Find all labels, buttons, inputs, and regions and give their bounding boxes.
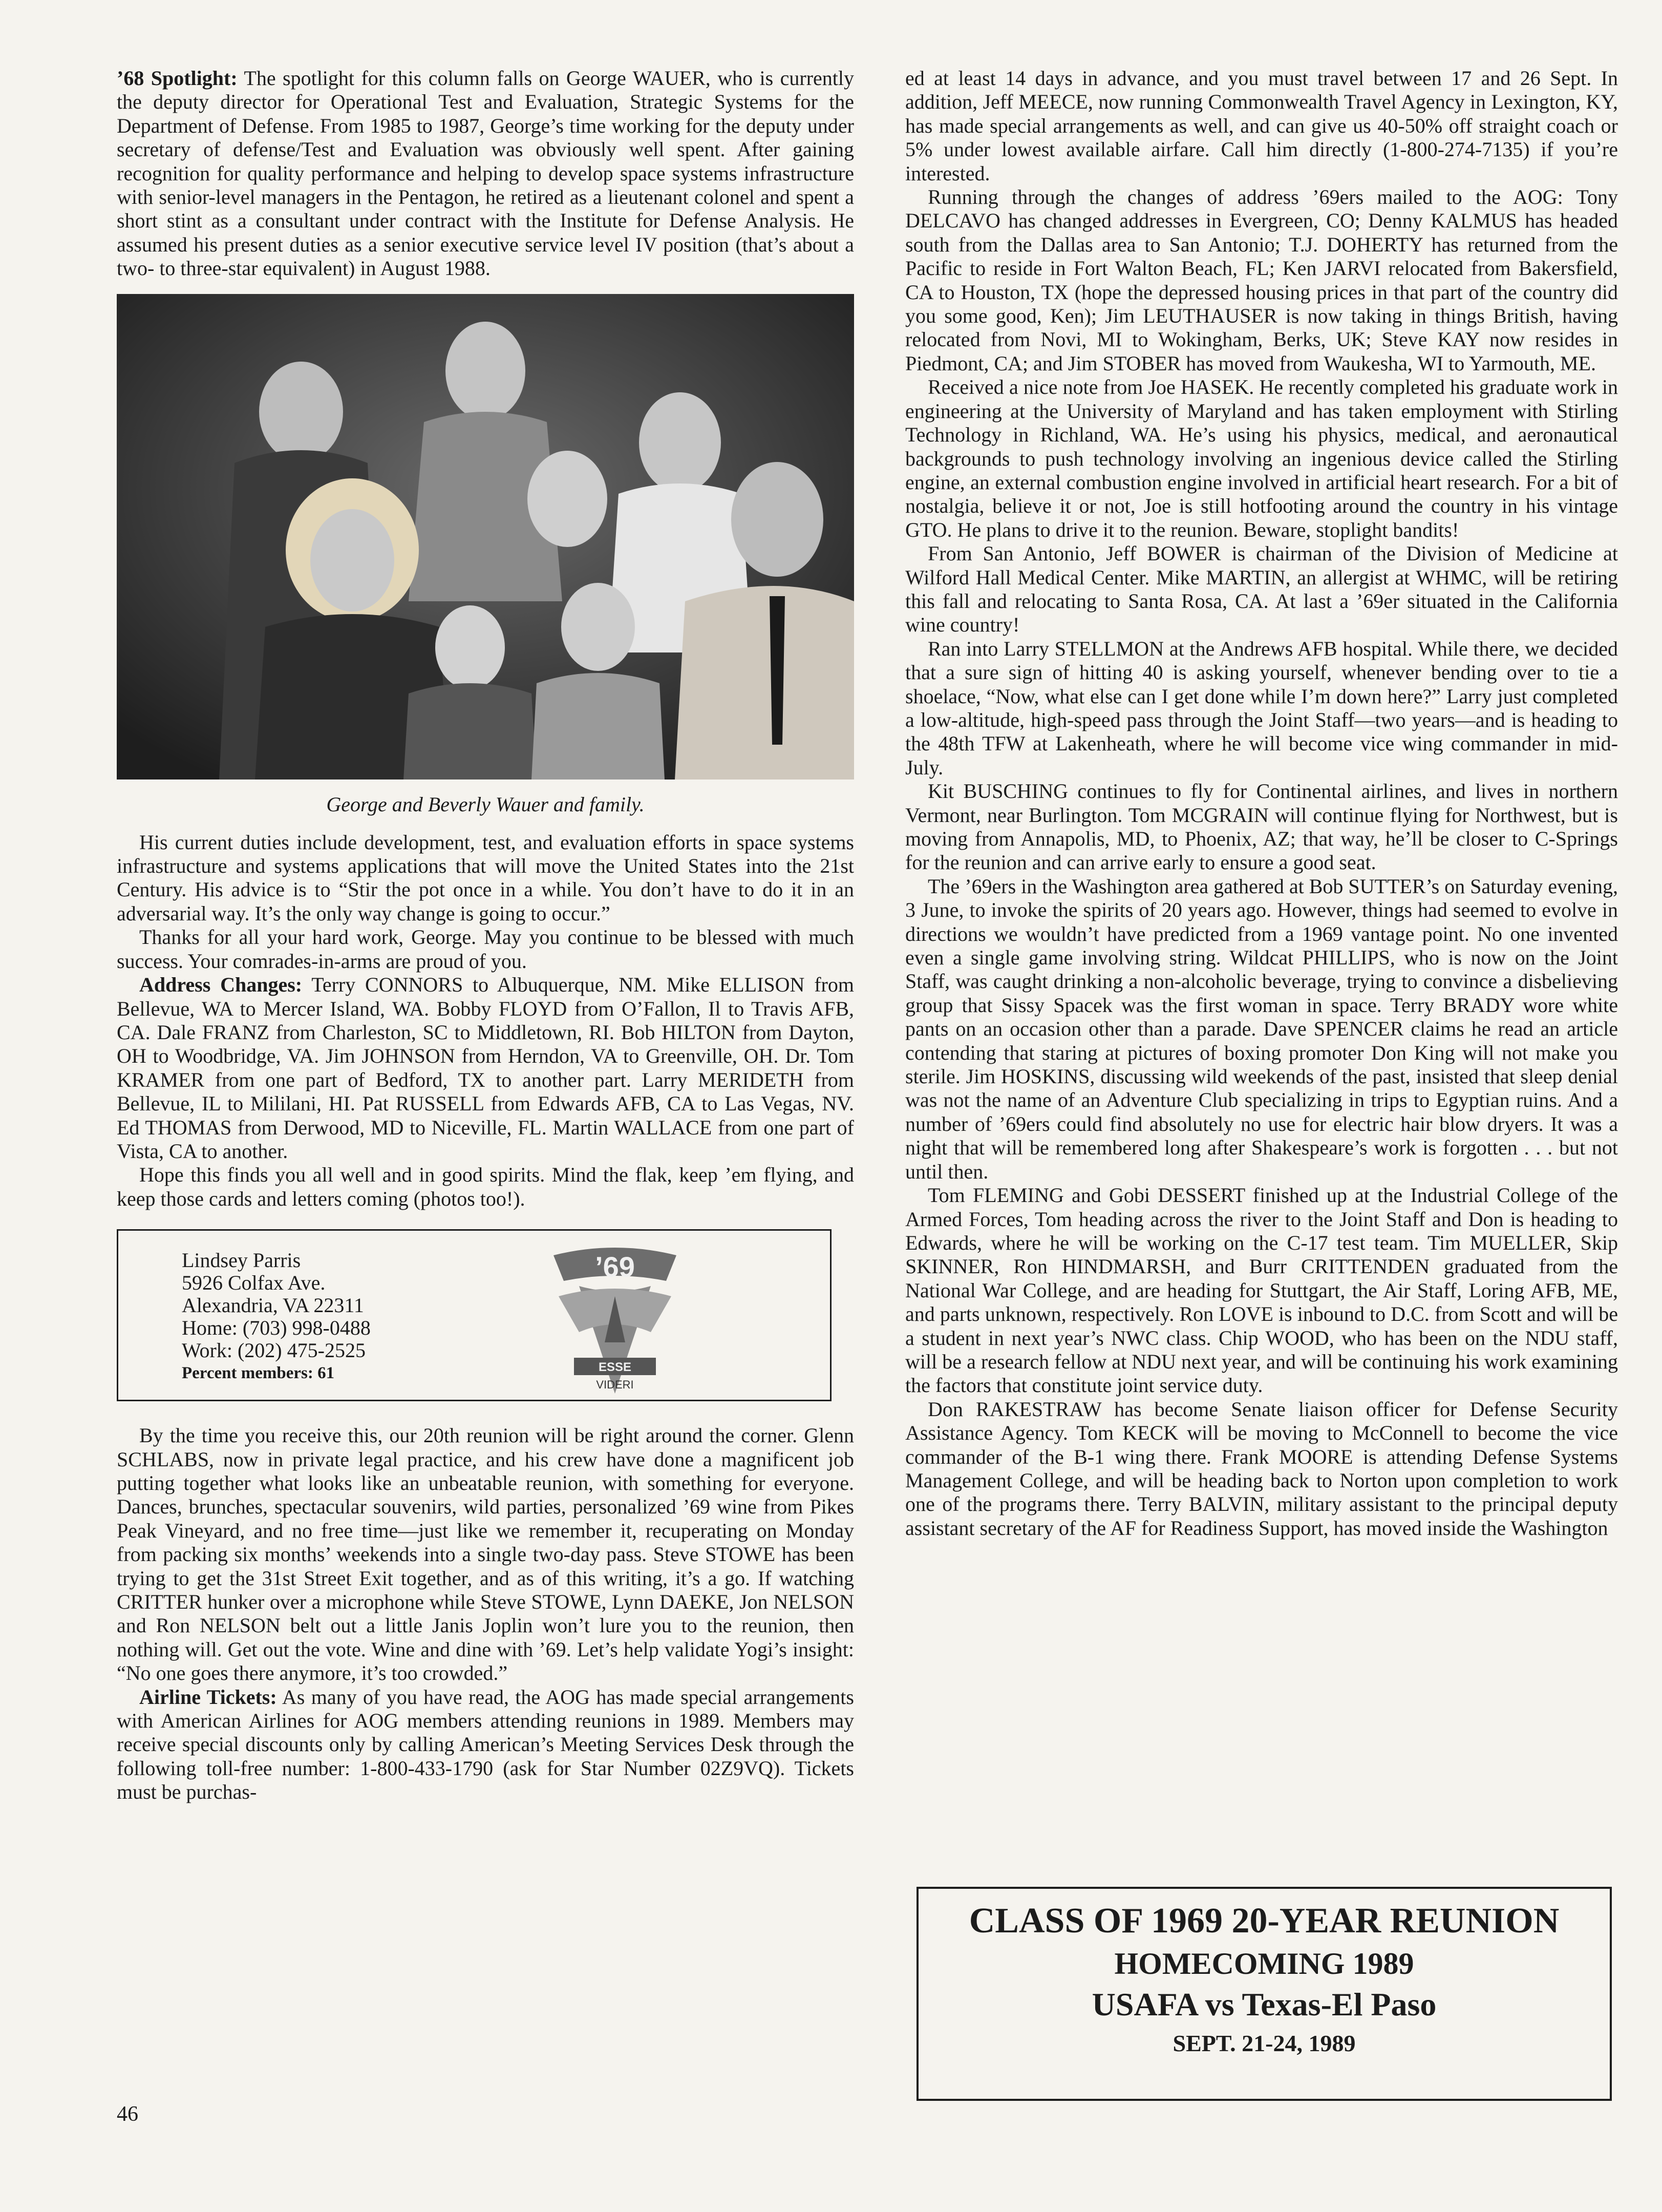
san-antonio-paragraph: From San Antonio, Jeff BOWER is chairman of the Division of Medicine at Wilford Hall Medical Center. Mike MARTIN, an allergist at WHMC, will be retiring this fall and relocating to Santa Rosa, CA. At last a ’69er situated in the California wine country! xyxy=(905,542,1618,637)
contact-address xyxy=(182,1249,371,1384)
spotlight-paragraph xyxy=(117,67,854,281)
family-photo-image xyxy=(117,294,854,780)
contact-name: Lindsey Parris xyxy=(182,1249,301,1272)
crest-motto-2: VIDERI xyxy=(596,1378,634,1392)
thanks-paragraph: Thanks for all your hard work, George. May you continue to be blessed with much success. Your comrades-in-arms are proud of you. xyxy=(117,925,854,973)
address-changes-heading: Address Changes: xyxy=(139,973,303,997)
airline-paragraph xyxy=(117,1686,854,1804)
contact-city: Alexandria, VA 22311 xyxy=(182,1294,364,1317)
class-crest-icon xyxy=(538,1240,692,1396)
contact-work-phone: Work: (202) 475-2525 xyxy=(182,1339,366,1362)
photo-caption: George and Beverly Wauer and family. xyxy=(326,792,645,816)
address-changes-paragraph xyxy=(117,973,854,1163)
rakestraw-paragraph: Don RAKESTRAW has become Senate liaison officer for Defense Security Assistance Agency. Tom KECK will be moving to McConnell to become the vice commander of the B-1 wing there. Frank MOORE is attending Defense Systems Management College, and will be heading back to Norton upon completion to work one of the programs there. Terry BALVIN, military assistant to the principal deputy assistant secretary of the AF for Readiness Support, has moved inside the Washington xyxy=(905,1397,1618,1540)
busching-paragraph: Kit BUSCHING continues to fly for Continental airlines, and lives in northern Vermont, near Burlington. Tom MCGRAIN will continue flying for Northwest, but is moving from Annapolis, MD, to Phoenix, AZ; that way, he’ll be closer to C-Springs for the reunion and can arrive early to ensure a good seat. xyxy=(905,780,1618,874)
crest-number: ’69 xyxy=(595,1251,635,1283)
graduates-paragraph: Tom FLEMING and Gobi DESSERT finished up at the Industrial College of the Armed Forces, Tom heading across the river to the Joint Staff and Don is heading to Edwards, where he will be working on the C-17 test team. Tim MUELLER, Skip SKINNER, Ron HINDMARSH, and Burr CRITTENDEN graduated from the National War College, and are heading for Stuttgart, the Air Staff, Loring AFB, ME, and parts unknown, respectively. Ron LOVE is inbound to D.C. from Scott and will be a student in next year’s NWC class. Chip WOOD, who has been on the NDU staff, will be a research fellow at NDU next year, and will be continuing his work examining the factors that constitute joint service duty. xyxy=(905,1184,1618,1397)
spotlight-text: The spotlight for this column falls on George WAUER, who is currently the deputy director for Operational Test and Evaluation, Strategic Systems for the Department of Defense. From 1985 to 1987, George’s time working for the deputy under secretary of defense/Test and Evaluation was obviously well spent. After gaining recognition for quality performance and helping to develop space systems infrastructure with senior-level managers in the Pentagon, he retired as a lieutenant colonel and spent a short stint as a consultant under contract with the Institute for Defense Analysis. He assumed his present duties as a senior executive service level IV position (that’s about a two- to three-star equivalent) in August 1988. xyxy=(117,67,855,280)
reunion-title: CLASS OF 1969 20-YEAR REUNION xyxy=(969,1901,1560,1941)
address-changes-2-paragraph: Running through the changes of address ’69ers mailed to the AOG: Tony DELCAVO has changed addresses in Evergreen, CO; Denny KALMUS has headed south from the Dallas area to San Antonio; T.J. DOHERTY has returned from the Pacific to reside in Fort Walton Beach, FL; Ken JARVI relocated from Bakersfield, CA to Houston, TX (hope the depressed housing prices in that part of the country did you some good, Ken); Jim LEUTHAUSER is now taking in things British, having relocated from Novi, MI to Wokingham, Berks, UK; Steve KAY now resides in Piedmont, CA; and Jim STOBER has moved from Waukesha, WI to Yarmouth, ME. xyxy=(905,185,1618,375)
duties-paragraph: His current duties include development, test, and evaluation efforts in space systems infrastructure and systems applications that will move the United States into the 21st Century. His advice is to “Stir the pot once in a while. You don’t have to do it in an adversarial way. It’s the only way change is going to occur.” xyxy=(117,830,854,925)
washington-gathering-paragraph: The ’69ers in the Washington area gathered at Bob SUTTER’s on Saturday evening, 3 June, to invoke the spirits of 20 years ago. However, things had seemed to evolve in directions we wouldn’t have predicted from a 1969 vantage point. No one invented even a single game involving string. Wildcat PHILLIPS, who is now on the Joint Staff, was caught drinking a non-alcoholic beverage, trying to convince a disbelieving group that Sissy Spacek was the first woman in space. Terry BRADY wore white pants on an occasion other than a parade. Dave SPENCER claims he read an article contending that staring at pictures of boxing promoter Don King will not make you sterile. Jim HOSKINS, discussing wild weekends of the past, insisted that sleep denial was not the name of an Adventure Club specializing in trips to Egyptian ruins. And a number of ’69ers could find absolutely no use for electric hair blow dryers. It was a night that will be remembered long after Shakespeare’s work is forgotten . . . but not until then. xyxy=(905,874,1618,1183)
reunion-homecoming: HOMECOMING 1989 xyxy=(1114,1947,1414,1981)
closing-paragraph: Hope this finds you all well and in good spirits. Mind the flak, keep ’em flying, and keep those cards and letters coming (photos too!). xyxy=(117,1163,854,1210)
airline-text: As many of you have read, the AOG has made special arrangements with American Airlines for AOG members attending reunions in 1989. Members may receive special discounts only by calling American’s Meeting Services Desk through the following toll-free number: 1-800-433-1790 (ask for Star Number 02Z9VQ). Tickets must be purchas- xyxy=(117,1685,854,1804)
contact-home-phone: Home: (703) 998-0488 xyxy=(182,1316,371,1340)
reunion-banner xyxy=(917,1887,1612,2101)
stellmon-paragraph: Ran into Larry STELLMON at the Andrews AFB hospital. While there, we decided that a sure sign of hitting 40 is asking yourself, whenever bending over to tie a shoelace, “Now, what else can I get done while I’m down here?” Larry just completed a low-altitude, high-speed pass through the Joint Staff—two years—and is heading to the 48th TFW at Lakenheath, where he will become vice wing commander in mid-July. xyxy=(905,637,1618,779)
family-photo xyxy=(117,294,854,780)
right-column xyxy=(905,67,1618,1540)
class-contact-box xyxy=(117,1229,832,1401)
reunion-paragraph: By the time you receive this, our 20th reunion will be right around the corner. Glenn SCHLABS, now in private legal practice, and his crew have done a magnificent job putting together what looks like an unbeatable reunion, with something for everyone. Dances, brunches, spectacular souvenirs, wild parties, personalized ’69 wine from Pikes Peak Vineyard, and no free time—just like we remember it, recuperating on Monday from packing six months’ weekends into a single two-day pass. Steve STOWE has been trying to get the 31st Street Exit together, and as of this writing, it’s a go. If watching CRITTER hunker over a microphone while Steve STOWE, Lynn DAEKE, Jon NELSON and Ron NELSON belt out a little Janis Joplin won’t lure you to the reunion, then nothing will. Get out the vote. Wine and dine with ’69. Let’s help validate Yogi’s insight: “No one goes there anymore, it’s too crowded.” xyxy=(117,1424,854,1685)
airline-continued-paragraph: ed at least 14 days in advance, and you must travel between 17 and 26 Sept. In addition, Jeff MEECE, now running Commonwealth Travel Agency in Lexington, KY, has made special arrangements as well, and can give us 40-50% off straight coach or 5% under lowest available airfare. Call him directly (1-800-274-7135) if you’re interested. xyxy=(905,67,1618,185)
reunion-game: USAFA vs Texas-El Paso xyxy=(1092,1986,1437,2023)
airline-heading: Airline Tickets: xyxy=(139,1685,277,1709)
percent-members: Percent members: 61 xyxy=(182,1364,335,1383)
left-column xyxy=(117,67,854,1804)
address-changes-text: Terry CONNORS to Albuquerque, NM. Mike ELLISON from Bellevue, WA to Mercer Island, WA. Bobby FLOYD from O’Fallon, Il to Travis AFB, CA. Dale FRANZ from Charleston, SC to Middletown, RI. Bob HILTON from Dayton, OH to Woodbridge, VA. Jim JOHNSON from Herndon, VA to Greenville, OH. Dr. Tom KRAMER from one part of Bedford, TX to another part. Larry MERIDETH from Bellevue, IL to Mililani, HI. Pat RUSSELL from Edwards AFB, CA to Las Vegas, NV. Ed THOMAS from Derwood, MD to Niceville, FL. Martin WALLACE from one part of Vista, CA to another. xyxy=(117,973,854,1163)
spotlight-heading: ’68 Spotlight: xyxy=(117,67,238,90)
crest-motto-1: ESSE xyxy=(598,1360,632,1375)
reunion-dates: SEPT. 21-24, 1989 xyxy=(1173,2030,1356,2056)
page-number: 46 xyxy=(117,2102,138,2126)
hasek-paragraph: Received a nice note from Joe HASEK. He recently completed his graduate work in engineering at the University of Maryland and has taken employment with Stirling Technology in Richland, WA. He’s using his physics, medical, and aeronautical backgrounds to push technology involving an ingenious device called the Stirling engine, an external combustion engine involved in artificial heart research. For a bit of nostalgia, believe it or not, Joe is still hotfooting around the country in his vintage GTO. He plans to drive it to the reunion. Beware, stoplight bandits! xyxy=(905,375,1618,541)
contact-street: 5926 Colfax Ave. xyxy=(182,1271,326,1295)
